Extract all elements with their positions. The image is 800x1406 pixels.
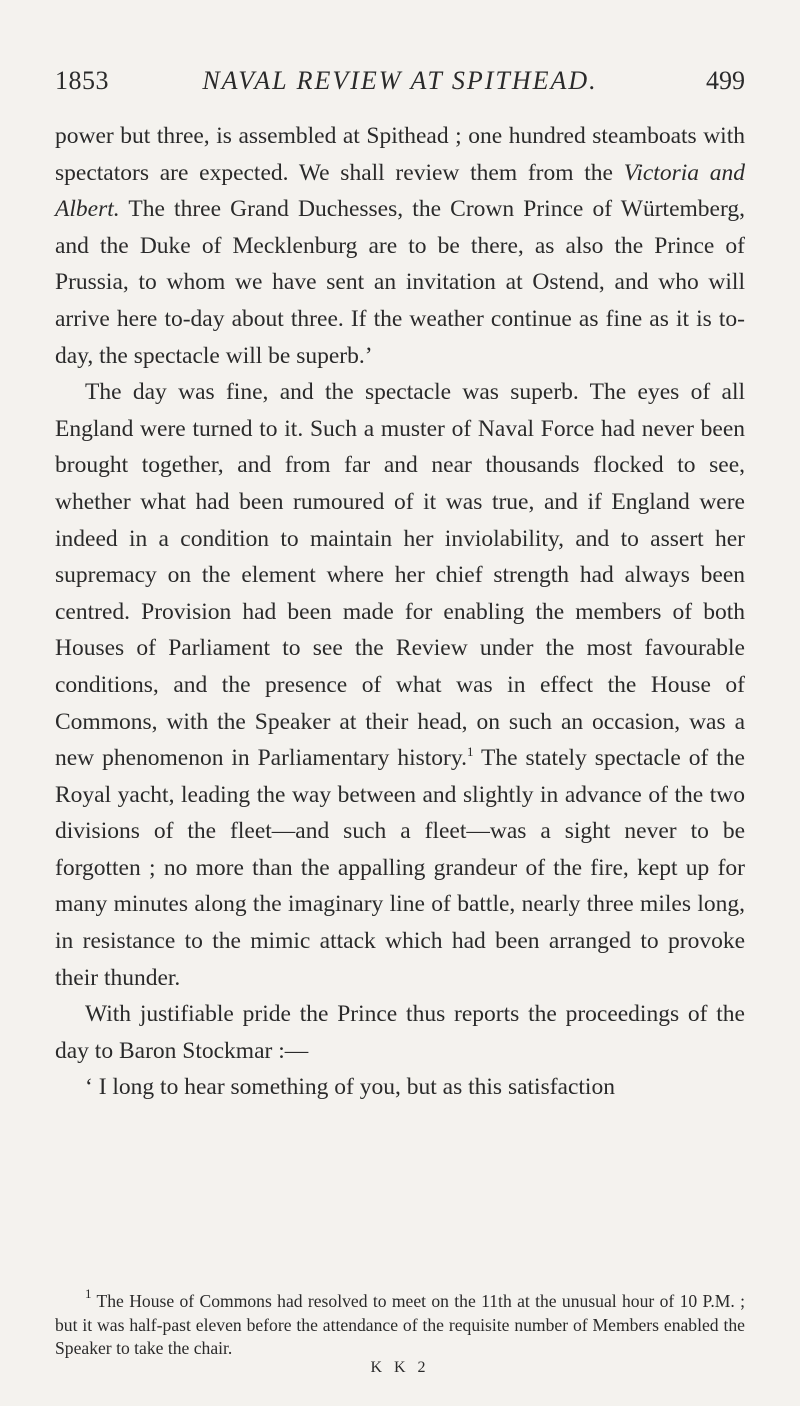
footnote bbox=[55, 1286, 745, 1361]
header-title: NAVAL REVIEW AT SPITHEAD. bbox=[202, 66, 598, 95]
paragraph-1-text-a: power but three, is assembled at Spithead ; one hundred steamboats with spectators are expected. We shall review them from the bbox=[55, 123, 745, 186]
paragraph-2 bbox=[55, 374, 745, 996]
footnote-marker: 1 bbox=[85, 1286, 92, 1301]
running-header bbox=[55, 64, 745, 104]
footnote-text: The House of Commons had resolved to meet on the 11th at the unusual hour of 10 P.M. ; but it was half-past eleven before the attendance of the requisite number of Members enabled the Speaker to take the chair. bbox=[55, 1291, 745, 1358]
footnote-reference: 1 bbox=[466, 744, 474, 760]
paragraph-1 bbox=[55, 118, 745, 374]
signature-mark: K K 2 bbox=[370, 1359, 430, 1376]
paragraph-3: With justifiable pride the Prince thus reports the proceedings of the day to Baron Stockmar :— bbox=[55, 1001, 745, 1064]
paragraph-2-text-a: The day was fine, and the spectacle was superb. The eyes of all England were turned to it. Such a muster of Naval Force had never been brought together, and from far and near thousands flocked to see, whether what had been rumoured of it was true, and if England were indeed in a condition to maintain her inviolability, and to assert her supremacy on the element where her chief strength had always been centred. Provision had been made for enabling the members of both Houses of Parliament to see the Review under the most favourable conditions, and the presence of what was in effect the House of Commons, with the Speaker at their head, on such an occasion, was a new phenomenon in Parliamentary history. bbox=[55, 379, 745, 772]
body-text bbox=[55, 118, 745, 1106]
yacht-name: Victoria and Albert. bbox=[55, 159, 746, 223]
header-year: 1853 bbox=[55, 66, 109, 95]
paragraph-4: ‘ I long to hear something of you, but as this satisfaction bbox=[85, 1074, 615, 1101]
paragraph-2-text-b: The stately spectacle of the Royal yacht, leading the way between and slightly in advance of the two divisions of the fleet—and such a fleet—was a sight never to be forgotten ; no more than the appalling grandeur of the fire, kept up for many minutes along the imaginary line of battle, nearly three miles long, in resistance to the mimic attack which had been arranged to provoke their thunder. bbox=[55, 745, 745, 991]
paragraph-1-text-b: The three Grand Duchesses, the Crown Prince of Würtemberg, and the Duke of Mecklenburg are to be there, as also the Prince of Prussia, to whom we have sent an invitation at Ostend, and who will arrive here to-day about three. If the weather continue as fine as it is to-day, the spectacle will be superb.’ bbox=[55, 196, 745, 369]
footnote-paragraph bbox=[55, 1286, 745, 1361]
page-number: 499 bbox=[706, 66, 745, 95]
